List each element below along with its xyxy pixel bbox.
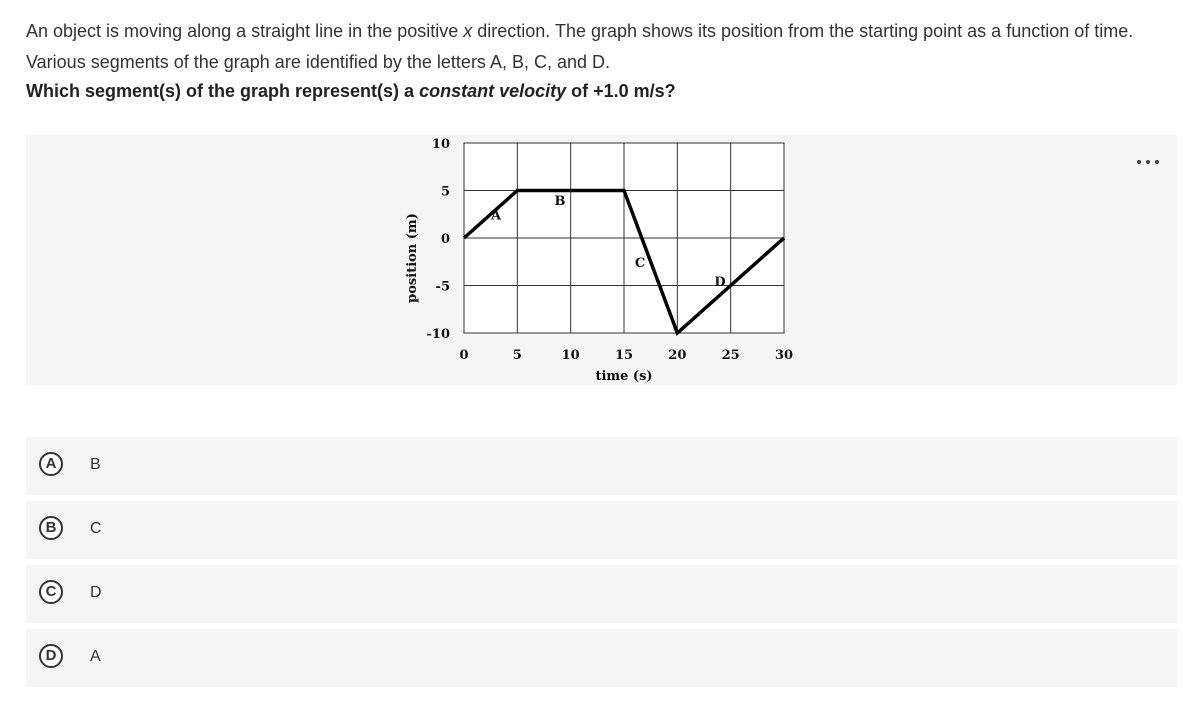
x-tick-label: 15 [614, 348, 634, 363]
option-b[interactable] [26, 501, 1177, 559]
option-c-label: D [90, 584, 102, 601]
graph-figure [26, 135, 1177, 385]
x-tick-label: 25 [721, 348, 740, 363]
option-c-badge: C [39, 580, 63, 604]
option-c[interactable] [26, 565, 1177, 623]
x-axis-label: time (s) [595, 369, 653, 384]
segment-label-d: D [714, 274, 726, 290]
more-options-icon[interactable] [1137, 157, 1161, 167]
y-tick-label: -10 [426, 327, 450, 342]
option-d-label: A [90, 648, 101, 665]
y-tick-label: 10 [431, 137, 450, 152]
segment-label-b: B [554, 194, 566, 209]
option-a-label: B [90, 456, 101, 473]
x-tick-label: 30 [774, 348, 794, 363]
option-d-badge: D [39, 644, 63, 668]
x-tick-label: 20 [668, 348, 687, 363]
option-d[interactable] [26, 629, 1177, 687]
position-time-chart [26, 135, 1177, 385]
y-tick-label: 0 [440, 232, 450, 247]
question-text: An object is moving along a straight line in the positive x direction. The graph shows its position from the starting point as a function of time. Various segments of the graph are identified by the letters A, B, C, and D. [26, 21, 1134, 72]
option-b-badge: B [39, 516, 63, 540]
y-axis-label: position (m) [405, 213, 420, 303]
question-prompt: Which segment(s) of the graph represent(s) a constant velocity of +1.0 m/s? [26, 81, 676, 101]
option-b-label: C [90, 520, 102, 537]
segment-label-c: C [634, 255, 646, 271]
y-tick-label: 5 [440, 184, 450, 200]
x-tick-label: 5 [512, 348, 522, 363]
y-tick-label: -5 [435, 279, 450, 295]
x-tick-label: 0 [459, 348, 469, 363]
option-a-badge: A [39, 452, 63, 476]
x-tick-label: 10 [561, 348, 580, 363]
segment-label-a: A [490, 208, 502, 224]
option-a[interactable] [26, 437, 1177, 495]
